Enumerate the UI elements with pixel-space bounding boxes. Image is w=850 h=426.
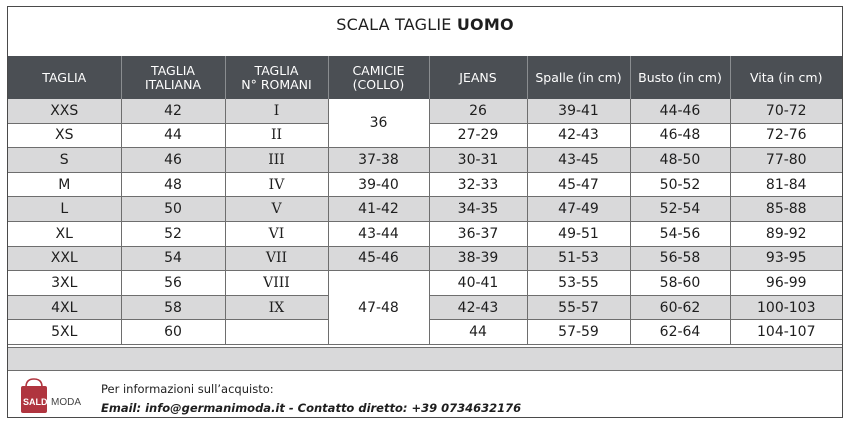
size-table — [8, 56, 842, 345]
busto-cell: 62-64 — [630, 320, 730, 345]
jeans-cell: 27-29 — [429, 123, 527, 148]
vita-cell: 72-76 — [730, 123, 842, 148]
taglia-cell: XXS — [8, 99, 121, 123]
spalle-cell: 53-55 — [527, 271, 630, 296]
busto-cell: 58-60 — [630, 271, 730, 296]
column-header: TAGLIA — [8, 56, 121, 99]
title-prefix: SCALA TAGLIE — [336, 15, 457, 34]
camicie-cell: 47-48 — [328, 271, 429, 345]
spalle-cell: 39-41 — [527, 99, 630, 123]
spalle-cell: 55-57 — [527, 295, 630, 320]
vita-cell: 81-84 — [730, 172, 842, 197]
romani-cell: IV — [225, 172, 328, 197]
jeans-cell: 42-43 — [429, 295, 527, 320]
romani-cell: V — [225, 197, 328, 222]
busto-cell: 54-56 — [630, 221, 730, 246]
info-line: Per informazioni sull’acquisto: — [101, 382, 274, 396]
spalle-cell: 51-53 — [527, 246, 630, 271]
spalle-cell: 49-51 — [527, 221, 630, 246]
italiana-cell: 48 — [121, 172, 225, 197]
jeans-cell: 32-33 — [429, 172, 527, 197]
taglia-cell: S — [8, 148, 121, 173]
taglia-cell: XL — [8, 221, 121, 246]
camicie-cell: 39-40 — [328, 172, 429, 197]
busto-cell: 50-52 — [630, 172, 730, 197]
footer — [8, 371, 842, 417]
jeans-cell: 38-39 — [429, 246, 527, 271]
taglia-cell: XXL — [8, 246, 121, 271]
saldi-moda-logo — [18, 375, 96, 415]
busto-cell: 48-50 — [630, 148, 730, 173]
spalle-cell: 43-45 — [527, 148, 630, 173]
italiana-cell: 46 — [121, 148, 225, 173]
taglia-cell: L — [8, 197, 121, 222]
busto-cell: 46-48 — [630, 123, 730, 148]
camicie-cell: 36 — [328, 99, 429, 148]
italiana-cell: 56 — [121, 271, 225, 296]
romani-cell: VI — [225, 221, 328, 246]
spalle-cell: 57-59 — [527, 320, 630, 345]
table-row — [8, 197, 842, 222]
table-row — [8, 271, 842, 296]
table-header-row — [8, 56, 842, 99]
spalle-cell: 45-47 — [527, 172, 630, 197]
vita-cell: 89-92 — [730, 221, 842, 246]
jeans-cell: 44 — [429, 320, 527, 345]
italiana-cell: 50 — [121, 197, 225, 222]
table-row — [8, 246, 842, 271]
column-header: JEANS — [429, 56, 527, 99]
busto-cell: 56-58 — [630, 246, 730, 271]
romani-cell: II — [225, 123, 328, 148]
busto-cell: 60-62 — [630, 295, 730, 320]
logo-word-moda: MODA — [51, 397, 81, 408]
romani-cell: VII — [225, 246, 328, 271]
vita-cell: 100-103 — [730, 295, 842, 320]
footer-separator-bar — [8, 347, 842, 371]
table-body — [8, 99, 842, 344]
italiana-cell: 44 — [121, 123, 225, 148]
contact-info — [101, 380, 521, 418]
italiana-cell: 60 — [121, 320, 225, 345]
logo-word-saldi: SALDI — [23, 397, 50, 407]
camicie-cell: 43-44 — [328, 221, 429, 246]
romani-cell: VIII — [225, 271, 328, 296]
vita-cell: 85-88 — [730, 197, 842, 222]
vita-cell: 93-95 — [730, 246, 842, 271]
column-header: TAGLIA N° ROMANI — [225, 56, 328, 99]
romani-cell — [225, 320, 328, 345]
camicie-cell: 37-38 — [328, 148, 429, 173]
contact-line[interactable]: Email: info@germanimoda.it - Contatto diretto: +39 0734632176 — [101, 401, 522, 415]
taglia-cell: 3XL — [8, 271, 121, 296]
vita-cell: 70-72 — [730, 99, 842, 123]
italiana-cell: 42 — [121, 99, 225, 123]
italiana-cell: 58 — [121, 295, 225, 320]
chart-title — [8, 15, 842, 34]
italiana-cell: 52 — [121, 221, 225, 246]
size-chart-frame — [7, 6, 843, 418]
title-emphasis: UOMO — [456, 15, 514, 34]
table-row — [8, 172, 842, 197]
jeans-cell: 26 — [429, 99, 527, 123]
taglia-cell: 5XL — [8, 320, 121, 345]
vita-cell: 96-99 — [730, 271, 842, 296]
busto-cell: 52-54 — [630, 197, 730, 222]
jeans-cell: 34-35 — [429, 197, 527, 222]
bag-handle-icon — [26, 379, 42, 387]
romani-cell: I — [225, 99, 328, 123]
spalle-cell: 47-49 — [527, 197, 630, 222]
taglia-cell: XS — [8, 123, 121, 148]
jeans-cell: 36-37 — [429, 221, 527, 246]
busto-cell: 44-46 — [630, 99, 730, 123]
jeans-cell: 30-31 — [429, 148, 527, 173]
column-header: Spalle (in cm) — [527, 56, 630, 99]
table-row — [8, 148, 842, 173]
column-header: Busto (in cm) — [630, 56, 730, 99]
jeans-cell: 40-41 — [429, 271, 527, 296]
table-row — [8, 99, 842, 123]
vita-cell: 104-107 — [730, 320, 842, 345]
italiana-cell: 54 — [121, 246, 225, 271]
vita-cell: 77-80 — [730, 148, 842, 173]
column-header: TAGLIA ITALIANA — [121, 56, 225, 99]
column-header: Vita (in cm) — [730, 56, 842, 99]
spalle-cell: 42-43 — [527, 123, 630, 148]
taglia-cell: 4XL — [8, 295, 121, 320]
romani-cell: IX — [225, 295, 328, 320]
column-header: CAMICIE (COLLO) — [328, 56, 429, 99]
camicie-cell: 45-46 — [328, 246, 429, 271]
romani-cell: III — [225, 148, 328, 173]
taglia-cell: M — [8, 172, 121, 197]
table-row — [8, 221, 842, 246]
camicie-cell: 41-42 — [328, 197, 429, 222]
